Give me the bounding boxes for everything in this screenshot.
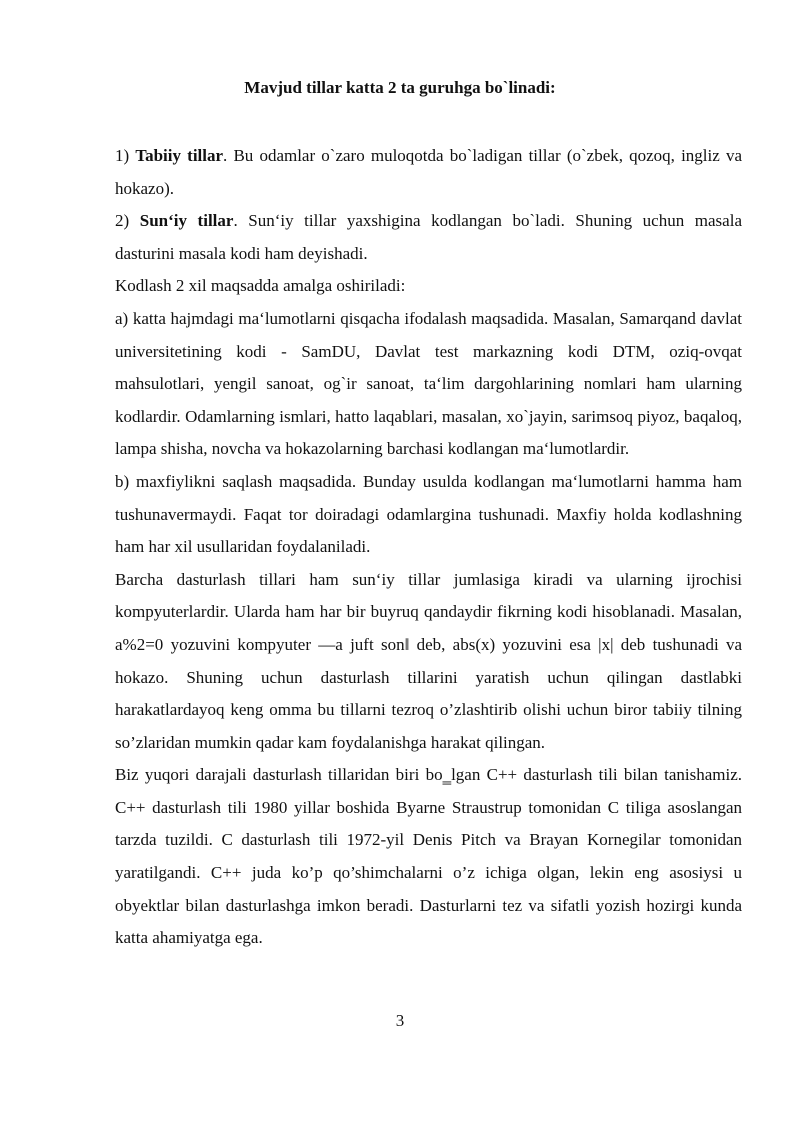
paragraph-text: a) katta hajmdagi ma‘lumotlarni qisqacha ifodalash maqsadida. Masalan, Samarqand davlat universitetining kodi - SamDU, Davlat test markazning kodi DTM, oziq-ovqat mahsulotlari, yengil sanoat, og`ir sanoat, ta‘lim dargohlarining nomlari ham ularning kodlardir. Odamlarning ismlari, hatto laqablari, masalan, xo`jayin, sarimsoq piyoz, baqaloq, lampa shisha, novcha va hokazolarning barchasi kodlangan ma‘lumotlardir. [115, 308, 742, 459]
paragraph-text: b) maxfiylikni saqlash maqsadida. Bunday usulda kodlangan ma‘lumotlarni hamma ham tushunavermaydi. Faqat tor doiradagi odamlargina tushunadi. Maxfiy holda kodlashning ham har xil usullaridan foydalaniladi. [115, 471, 742, 557]
paragraph-text: Kodlash 2 xil maqsadda amalga oshiriladi: [115, 276, 406, 296]
list-number: 1) [115, 146, 136, 165]
paragraph-purpose-a [115, 303, 742, 466]
body-text [115, 140, 742, 955]
paragraph-programming-languages [115, 564, 742, 760]
paragraph-text: Barcha dasturlash tillari ham sun‘iy tillar jumlasiga kiradi va ularning ijrochisi kompyuterlardir. Ularda ham har bir buyruq qandaydir fikrning kodi hisoblanadi. Masalan, a%2=0 yozuvini kompyuter ―a juft son‖ deb, abs(x) yozuvini esa |x| deb tushunadi va hokazo. Shuning uchun dasturlash tillarini yaratish uchun qilingan dastlabki harakatlardayoq keng omma bu tillarni tezroq o’zlashtirib olishi uchun biror tabiiy tilning so’zlaridan mumkin qadar kam foydalanishga harakat qilingan. [115, 569, 742, 752]
paragraph-coding-purposes [115, 270, 742, 303]
page-title: Mavjud tillar katta 2 ta guruhga bo`linadi: [244, 78, 556, 97]
term-artificial-languages: Sun‘iy tillar [139, 211, 234, 231]
paragraph-cpp-intro [115, 759, 742, 955]
paragraph-text: Biz yuqori darajali dasturlash tillaridan biri bo‗lgan C++ dasturlash tili bilan tanishamiz. C++ dasturlash tili 1980 yillar boshida Byarne Straustrup tomonidan C tiliga asoslangan tarzda tuzildi. C dasturlash tili 1972-yil Denis Pitch va Brayan Kornegilar tomonidan yaratilgandi. C++ juda ko’p qo’shimchalarni o’z ichiga olgan, lekin eng asosiysi u obyektlar bilan dasturlashga imkon beradi. Dasturlarni tez va sifatli yozish hozirgi kunda katta ahamiyatga ega. [115, 765, 742, 948]
term-natural-languages: Tabiiy tillar [135, 146, 224, 165]
paragraph-text: . Sun‘iy tillar yaxshigina kodlangan bo`ladi. Shuning uchun masala dasturini masala kodi ham deyishadi. [115, 211, 742, 263]
paragraph-natural-languages [115, 140, 742, 205]
paragraph-purpose-b [115, 466, 742, 564]
paragraph-text: . Bu odamlar o`zaro muloqotda bo`ladigan tillar (o`zbek, qozoq, ingliz va hokazo). [115, 146, 743, 198]
page-number: 3 [395, 1011, 405, 1030]
list-number: 2) [115, 211, 140, 231]
paragraph-artificial-languages [115, 205, 742, 270]
